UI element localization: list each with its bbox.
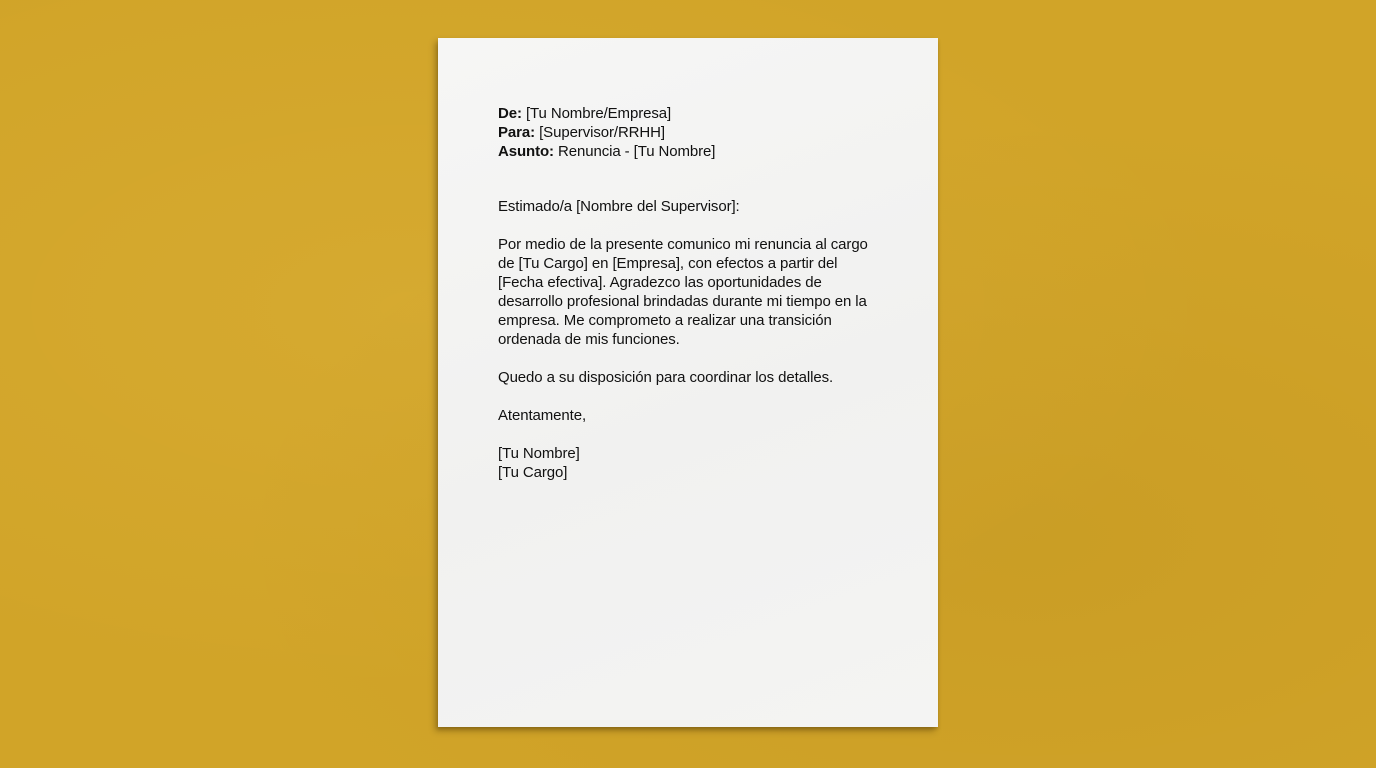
to-line	[498, 123, 878, 142]
to-label: Para:	[498, 124, 536, 141]
letter-content	[498, 104, 878, 482]
body-paragraph-availability: Quedo a su disposición para coordinar los detalles.	[498, 369, 834, 386]
subject-line	[498, 142, 878, 161]
body-paragraph-resignation: Por medio de la presente comunico mi renuncia al cargo de [Tu Cargo] en [Empresa], con efectos a partir del [Fecha efectiva]. Agradezco las oportunidades de desarrollo profesional brindadas durante mi tiempo en la empresa. Me comprometo a realizar una transición ordenada de mis funciones.	[498, 236, 868, 348]
subject-value: Renuncia - [Tu Nombre]	[558, 143, 716, 160]
signature-name: [Tu Nombre]	[498, 445, 580, 462]
from-line	[498, 104, 878, 123]
letter-closing: Atentamente,	[498, 407, 587, 424]
letter-header	[498, 104, 878, 161]
signature-block	[498, 444, 878, 482]
signature-title: [Tu Cargo]	[498, 464, 568, 481]
letter-greeting: Estimado/a [Nombre del Supervisor]:	[498, 198, 740, 215]
from-value: [Tu Nombre/Empresa]	[525, 105, 672, 122]
to-value: [Supervisor/RRHH]	[539, 124, 665, 141]
subject-label: Asunto:	[498, 143, 554, 160]
from-label: De:	[498, 105, 522, 122]
letter-sheet	[438, 38, 938, 727]
